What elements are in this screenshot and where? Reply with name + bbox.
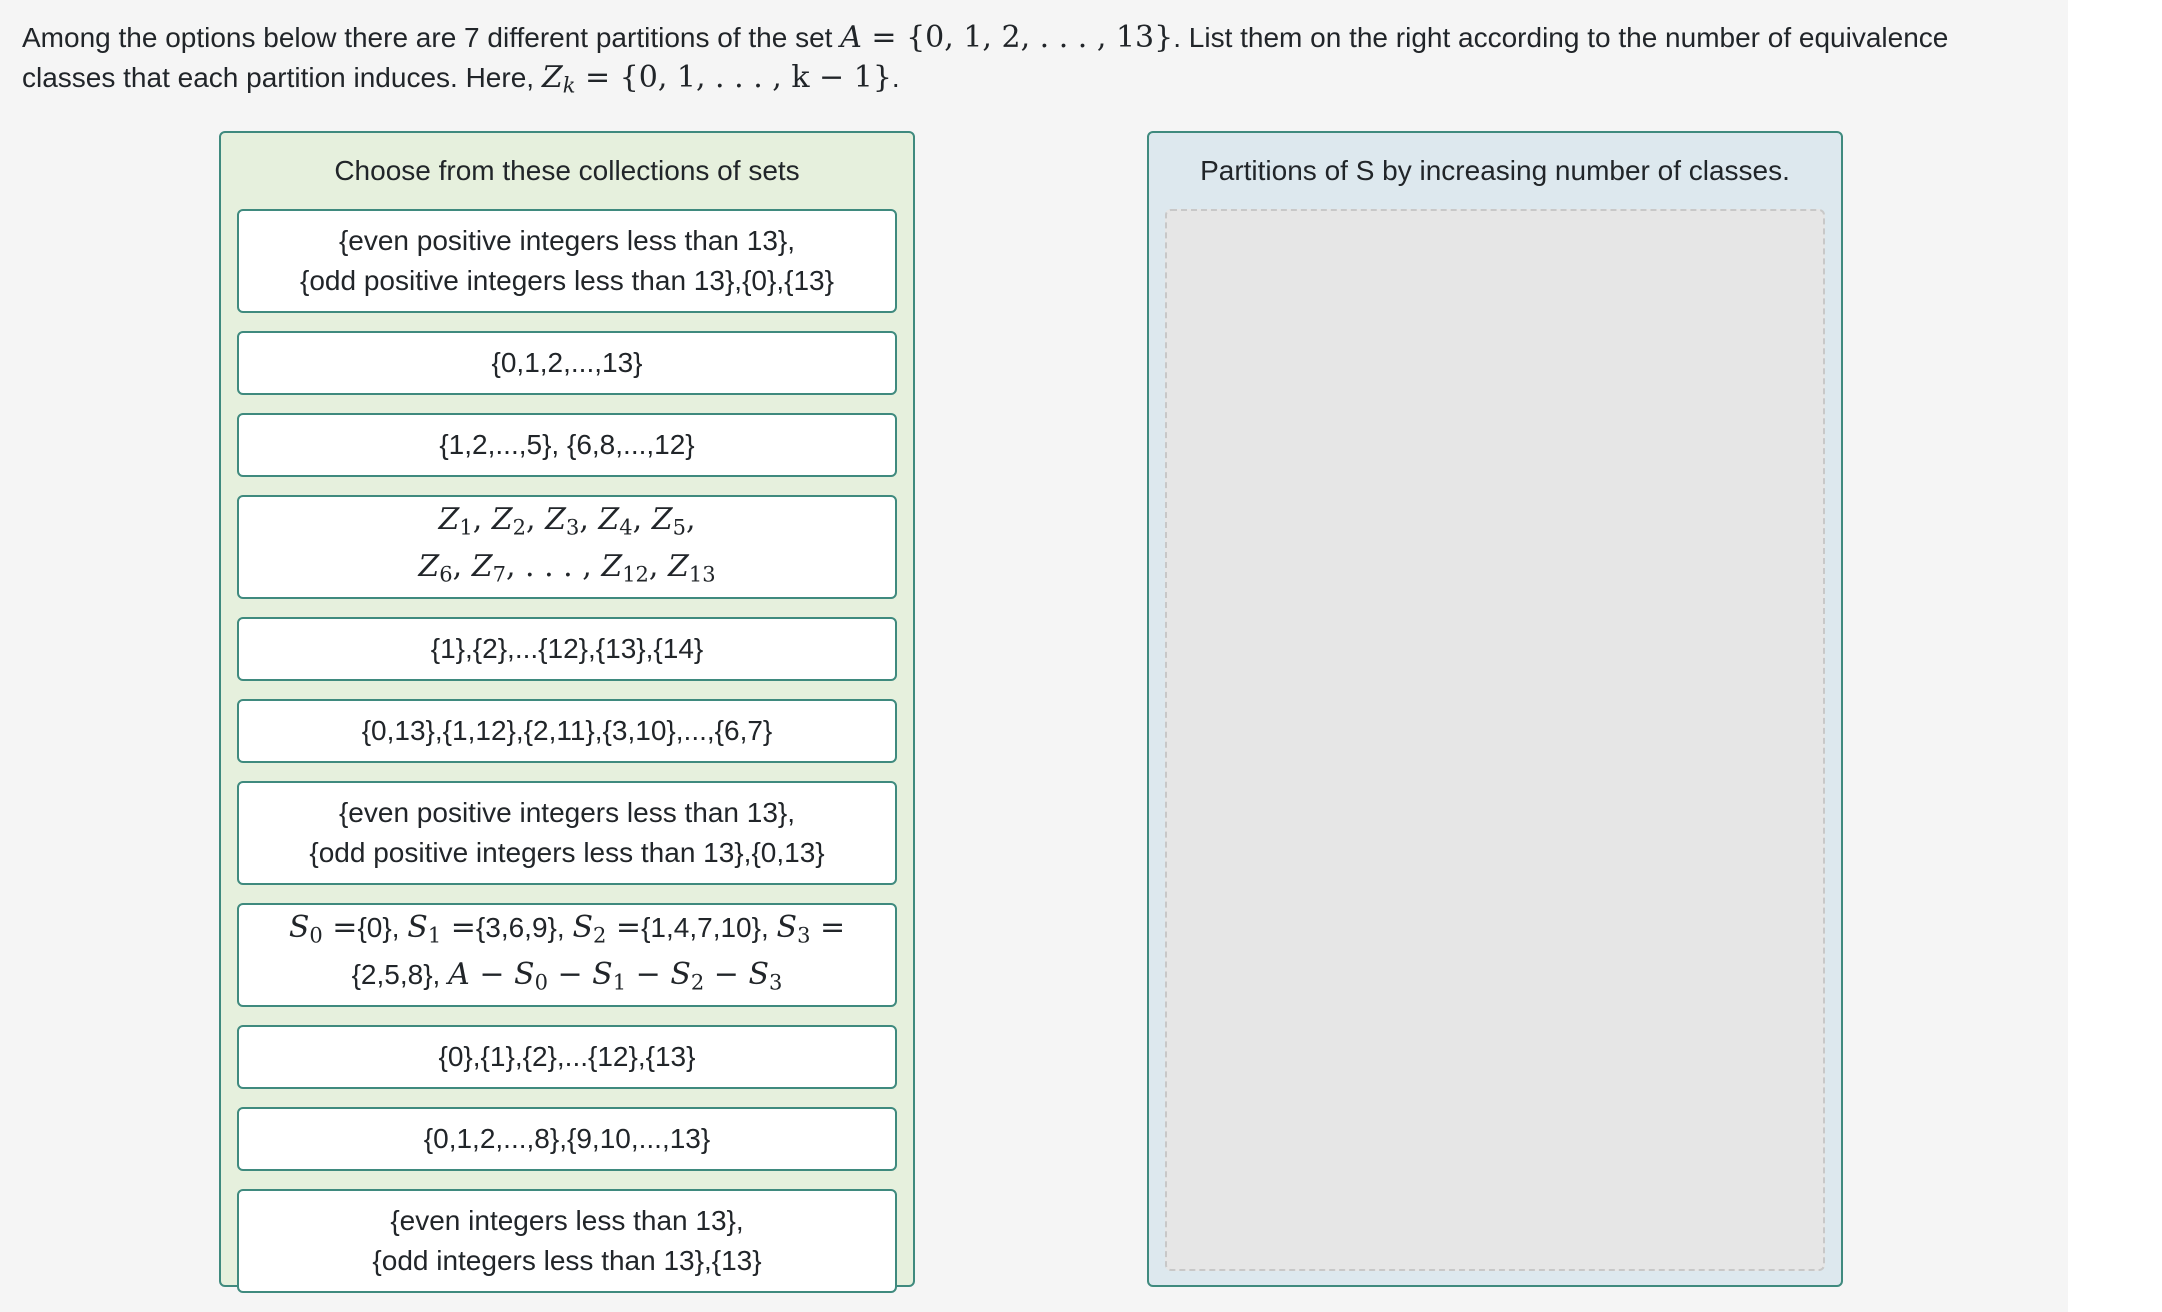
option-6[interactable] xyxy=(237,699,897,763)
option-text: {0,1,2,...,13} xyxy=(491,347,643,378)
option-text: {odd positive integers less than 13},{0,13} xyxy=(309,837,825,868)
zk-elements: = {0, 1, . . . , k − 1} xyxy=(575,60,892,95)
option-math: $S_0 =\{0\}$, $S_1 =\{3,6,9\}$, $S_2 =\{1,4,7,10\}$, $S_3$ = {2,5,8}, $A - S_0 - S_1 - S_2 - S_3$ xyxy=(288,909,846,995)
source-panel-title: Choose from these collections of sets xyxy=(334,155,800,186)
set-name: A xyxy=(840,20,862,55)
option-9[interactable] xyxy=(237,1025,897,1089)
zk-symbol: Z xyxy=(541,60,563,95)
options-list xyxy=(221,209,913,1293)
option-math: $Z_1$, $Z_2$, $Z_3$, $Z_4$, $Z_5$, $Z_6$, $Z_7$, . . . , $Z_{12}$, $Z_{13}$ xyxy=(418,501,716,587)
set-definition xyxy=(840,20,1173,55)
option-text: {odd integers less than 13},{13} xyxy=(372,1245,762,1276)
target-panel xyxy=(1147,131,1843,1287)
zk-definition xyxy=(541,60,892,98)
option-11[interactable] xyxy=(237,1189,897,1293)
option-5[interactable] xyxy=(237,617,897,681)
answer-dropzone[interactable] xyxy=(1165,209,1825,1271)
option-text: {odd positive integers less than 13},{0},{13} xyxy=(300,265,834,296)
set-elements: = {0, 1, 2, . . . , 13} xyxy=(861,20,1174,55)
option-10[interactable] xyxy=(237,1107,897,1171)
prompt-text-1: Among the options below there are 7 different partitions of the set xyxy=(22,22,841,53)
option-4[interactable] xyxy=(237,495,897,599)
option-7[interactable] xyxy=(237,781,897,885)
option-text: {even positive integers less than 13}, xyxy=(338,225,796,256)
zk-subscript: k xyxy=(562,73,576,98)
option-text: {0,13},{1,12},{2,11},{3,10},...,{6,7} xyxy=(361,715,773,746)
option-text: {1},{2},...{12},{13},{14} xyxy=(430,633,704,664)
option-text: {even integers less than 13}, xyxy=(390,1205,744,1236)
option-3[interactable] xyxy=(237,413,897,477)
option-text: {even positive integers less than 13}, xyxy=(338,797,796,828)
source-panel xyxy=(219,131,915,1287)
option-text: {0},{1},{2},...{12},{13} xyxy=(438,1041,696,1072)
prompt-text-2: . List them on the right according to the number of equivalence classes that each partition induces. Here, xyxy=(22,22,1949,93)
option-1[interactable] xyxy=(237,209,897,313)
question-prompt xyxy=(22,18,2042,105)
option-8[interactable] xyxy=(237,903,897,1007)
prompt-text-3: . xyxy=(891,62,900,93)
option-text: {0,1,2,...,8},{9,10,...,13} xyxy=(423,1123,711,1154)
option-2[interactable] xyxy=(237,331,897,395)
option-text: {1,2,...,5}, {6,8,...,12} xyxy=(439,429,695,460)
target-panel-title: Partitions of S by increasing number of classes. xyxy=(1200,155,1790,186)
